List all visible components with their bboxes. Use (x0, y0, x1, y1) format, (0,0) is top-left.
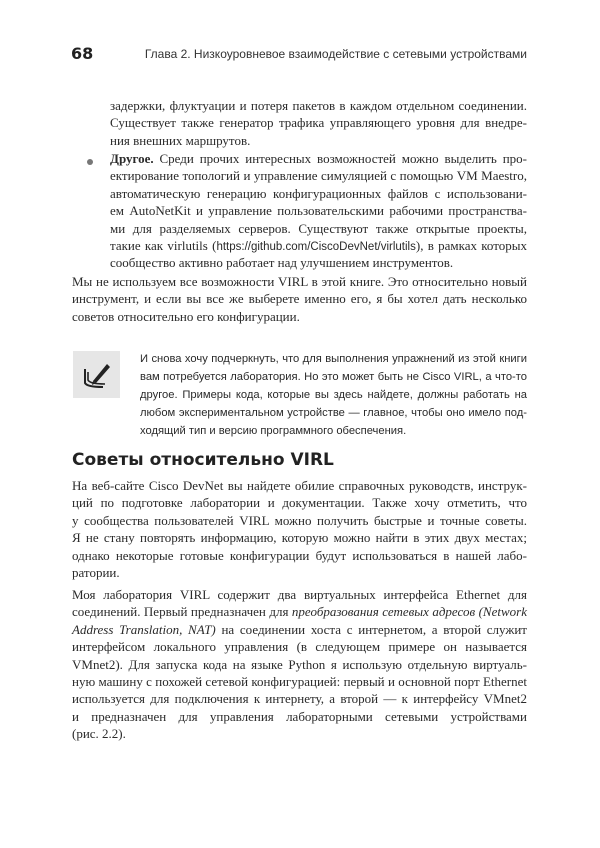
text-segment: любом экспериментальном устройстве — главное, чтобы оно имело под- (140, 407, 527, 419)
text-segment: Address Translation, NAT) (72, 621, 216, 637)
text-line (72, 726, 527, 743)
text-line (140, 404, 527, 422)
url-link[interactable]: https://github.com/CiscoDevNet/virlutils (216, 240, 416, 253)
text-line (110, 168, 527, 185)
text-line (72, 291, 527, 308)
paragraph-lab (72, 587, 527, 744)
text-line (110, 238, 527, 255)
text-segment: инструмент, и если вы все же выберете именно его, я бы хотел дать несколько (72, 291, 527, 307)
text-segment: вам потребуется лаборатория. Но это может быть не Cisco VIRL, а что-то (140, 371, 527, 383)
note-pencil-icon (73, 351, 120, 398)
text-line (72, 587, 527, 604)
text-segment: интерфейсом локального управления (в следующем примере он называется (72, 639, 527, 655)
text-line (110, 151, 527, 168)
text-segment: ектирование топологий и управление симуляцией с помощью VM Maestro, (110, 168, 527, 184)
text-line (72, 309, 527, 326)
text-segment: Я не стану повторять информацию, которую можно найти в этих двух местах; (72, 530, 527, 546)
text-segment: ную машину с похожей сетевой конфигурацией: первый и основной порт Ethernet (72, 673, 527, 689)
paragraph-intro (72, 274, 527, 326)
text-segment: И снова хочу подчеркнуть, что для выполнения упражнений из этой книги (140, 353, 527, 365)
section-heading: Советы относительно VIRL (72, 450, 334, 470)
text-line (140, 368, 527, 386)
text-line (140, 386, 527, 404)
text-segment: На веб-сайте Cisco DevNet вы найдете обилие справочных руководств, инструк- (72, 478, 527, 493)
text-segment: однако некоторые готовые конфигурации будут использоваться в нашей лабо- (72, 547, 527, 563)
text-segment: задержки, флуктуации и потеря пакетов в каждом отдельном соединении. (110, 98, 527, 113)
text-line (72, 548, 527, 565)
text-line (110, 186, 527, 203)
text-line (110, 133, 527, 150)
text-line (72, 674, 527, 691)
text-line (72, 495, 527, 512)
page-number: 68 (71, 44, 94, 63)
text-segment: соединений. Первый предназначен для (72, 604, 292, 620)
text-line (72, 657, 527, 674)
text-segment: VMnet2). Для запуска кода на языке Python я использую отдельную виртуаль- (72, 656, 527, 672)
text-segment: используется для подключения к интернету, а второй — к интерфейсу VMnet2 (72, 691, 527, 707)
text-line (110, 221, 527, 238)
text-line (110, 203, 527, 220)
text-segment: ния внешних маршрутов. (110, 132, 251, 148)
text-line (110, 255, 527, 272)
text-line (72, 274, 527, 291)
paragraph-devnet (72, 478, 527, 582)
text-line (72, 478, 527, 495)
text-line (72, 639, 527, 656)
text-segment: ходящий тип и версию программного обеспечения. (140, 425, 407, 437)
text-segment: у сообщества пользователей VIRL можно получить быстрые и точные советы. (72, 512, 527, 528)
text-segment: Существует также генератор трафика управляющего уровня для внедре- (110, 115, 527, 131)
text-segment: ем AutoNetKit и управление пользовательскими рабочими пространства- (110, 203, 527, 219)
text-line (140, 422, 527, 440)
text-segment: Другое. (110, 151, 154, 166)
bullet-other (110, 151, 527, 273)
text-segment: и предназначен для управления лабораторными сетевыми устройствами (72, 708, 527, 724)
text-segment: советов относительно его конфигурации. (72, 308, 300, 324)
note-text (140, 350, 527, 440)
text-segment: ), в рамках которых (415, 237, 527, 253)
text-line (72, 530, 527, 547)
text-segment: такие как virlutils ( (110, 237, 217, 253)
text-line (110, 98, 527, 115)
text-segment: ратории. (72, 564, 120, 580)
text-line (72, 691, 527, 708)
text-line (110, 115, 527, 132)
text-line (72, 513, 527, 530)
text-line (140, 350, 527, 368)
text-segment: Моя лаборатория VIRL содержит два виртуальных интерфейса Ethernet для (72, 587, 527, 602)
text-segment: на соединении хоста с интернетом, а второй служит (215, 621, 527, 637)
text-segment: ций по подготовке лаборатории и документации. Также хочу отметить, что (72, 495, 527, 511)
text-segment: (рис. 2.2). (72, 726, 126, 742)
text-segment: Среди прочих интересных возможностей можно выделить про- (153, 151, 527, 166)
text-segment: другое. Примеры кода, которые вы здесь найдете, должны работать на (140, 389, 527, 401)
text-line (72, 565, 527, 582)
running-header: Глава 2. Низкоуровневое взаимодействие с сетевыми устройствами (144, 47, 527, 61)
continued-paragraph (110, 98, 527, 150)
text-segment: Мы не используем все возможности VIRL в этой книге. Это относительно новый (72, 274, 527, 289)
text-segment: преобразования сетевых адресов (Network (291, 604, 527, 620)
text-line (72, 622, 527, 639)
text-segment: сообщество активно работает над улучшением инструментов. (110, 255, 454, 271)
text-segment: автоматическую генерацию конфигурационных файлов с использовани- (110, 185, 527, 201)
bullet-icon (87, 159, 93, 165)
text-line (72, 604, 527, 621)
text-segment: ми для разделяемых серверов. Существуют также открытые проекты, (110, 220, 527, 236)
text-line (72, 709, 527, 726)
